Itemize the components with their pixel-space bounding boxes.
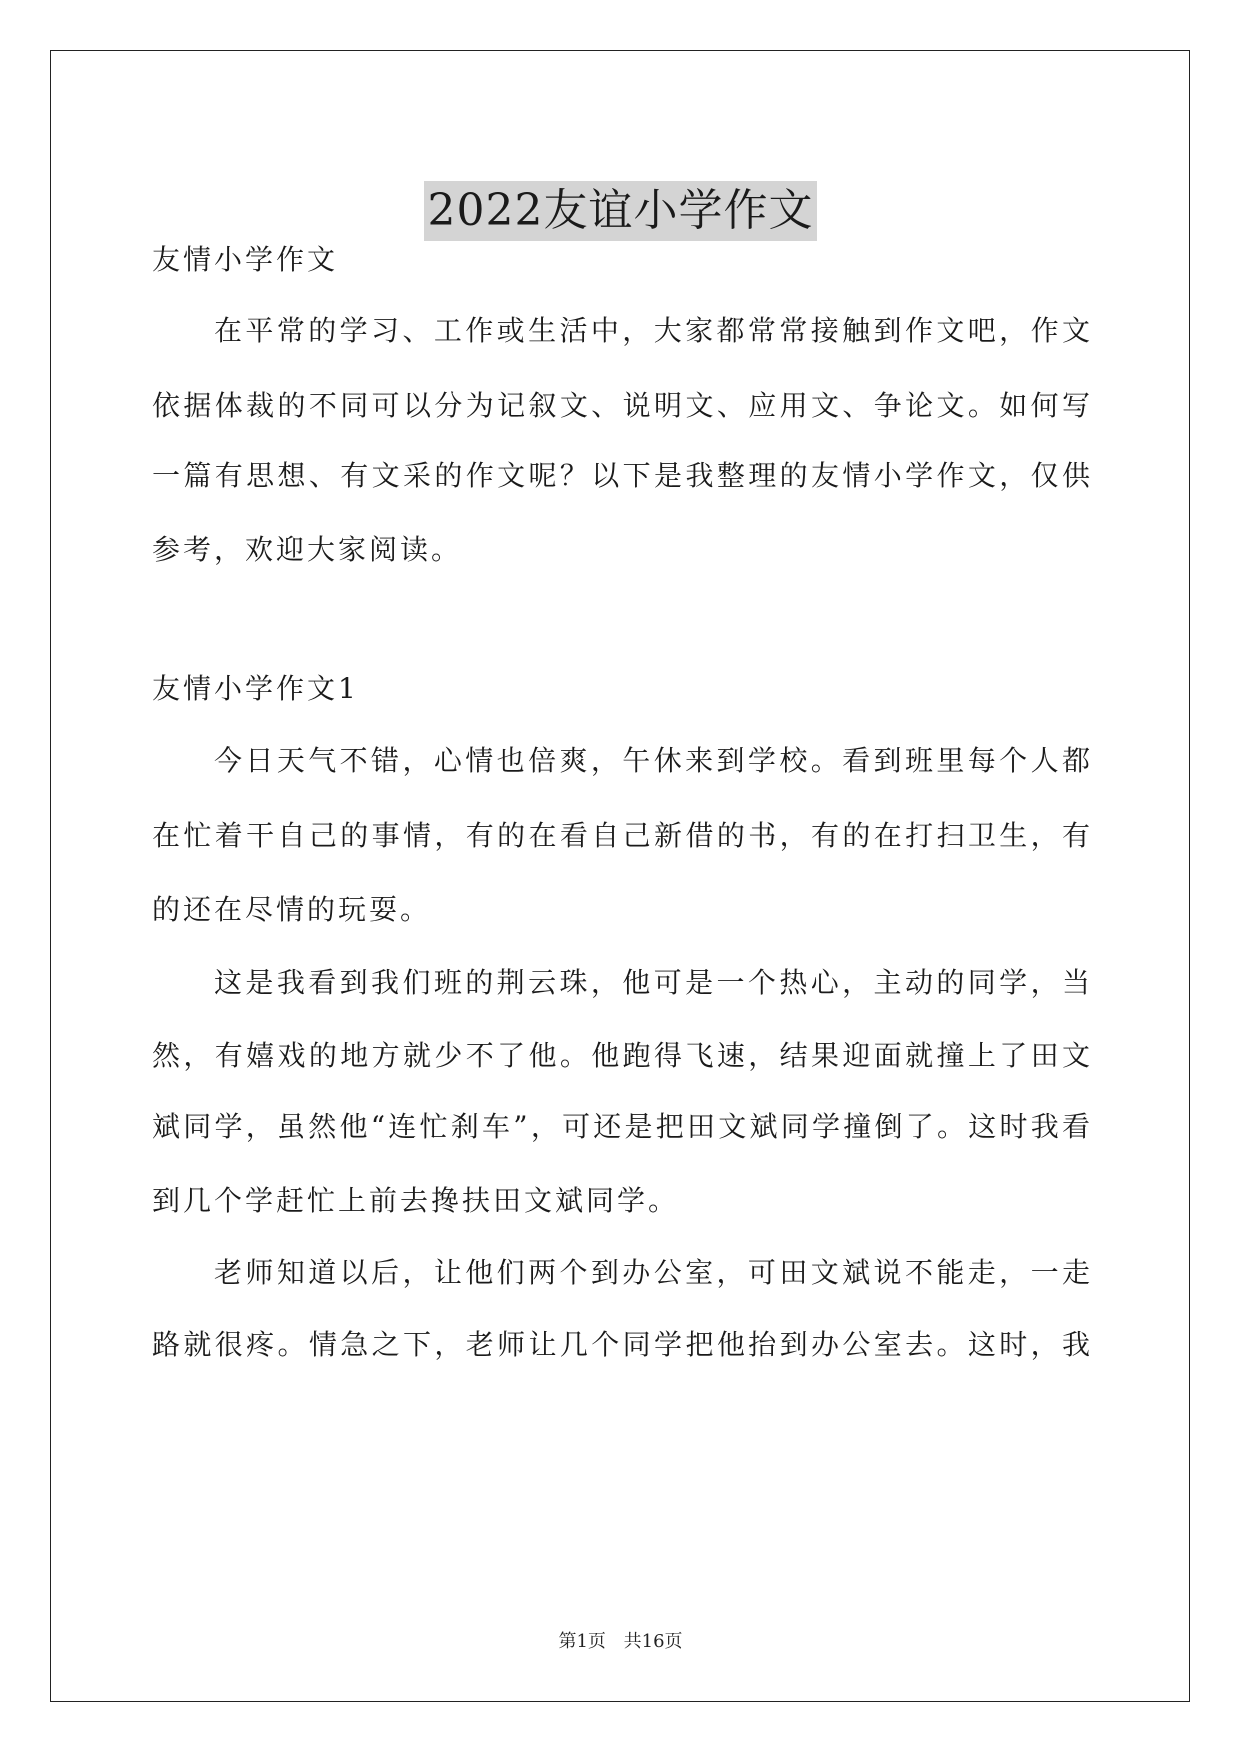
document-title: 2022友谊小学作文 xyxy=(424,181,818,241)
paragraph-line: 今日天气不错，心情也倍爽，午休来到学校。看到班里每个人都 xyxy=(214,744,1090,777)
paragraph-line: 老师知道以后，让他们两个到办公室，可田文斌说不能走，一走 xyxy=(214,1256,1090,1289)
section-heading: 友情小学作文 xyxy=(152,243,339,276)
paragraph-line: 这是我看到我们班的荆云珠，他可是一个热心，主动的同学，当 xyxy=(214,966,1090,999)
paragraph-line: 参考，欢迎大家阅读。 xyxy=(152,533,463,566)
paragraph-line: 依据体裁的不同可以分为记叙文、说明文、应用文、争论文。如何写 xyxy=(152,389,1090,422)
paragraph-line: 然，有嬉戏的地方就少不了他。他跑得飞速，结果迎面就撞上了田文 xyxy=(152,1039,1090,1072)
paragraph-line: 到几个学赶忙上前去搀扶田文斌同学。 xyxy=(152,1184,680,1217)
paragraph-line: 在忙着干自己的事情，有的在看自己新借的书，有的在打扫卫生，有 xyxy=(152,819,1090,852)
paragraph-line: 的还在尽情的玩耍。 xyxy=(152,893,432,926)
section-heading: 友情小学作文1 xyxy=(152,672,359,705)
page-footer xyxy=(0,1630,1241,1654)
page-border xyxy=(50,50,1190,1702)
paragraph-line: 路就很疼。情急之下，老师让几个同学把他抬到办公室去。这时，我 xyxy=(152,1328,1090,1361)
page-total: 共16页 xyxy=(623,1631,683,1652)
paragraph-line: 斌同学，虽然他“连忙刹车”，可还是把田文斌同学撞倒了。这时我看 xyxy=(152,1110,1090,1143)
paragraph-line: 在平常的学习、工作或生活中，大家都常常接触到作文吧，作文 xyxy=(214,314,1090,347)
page-number: 第1页 xyxy=(558,1631,606,1652)
paragraph-line: 一篇有思想、有文采的作文呢？以下是我整理的友情小学作文，仅供 xyxy=(152,459,1090,492)
